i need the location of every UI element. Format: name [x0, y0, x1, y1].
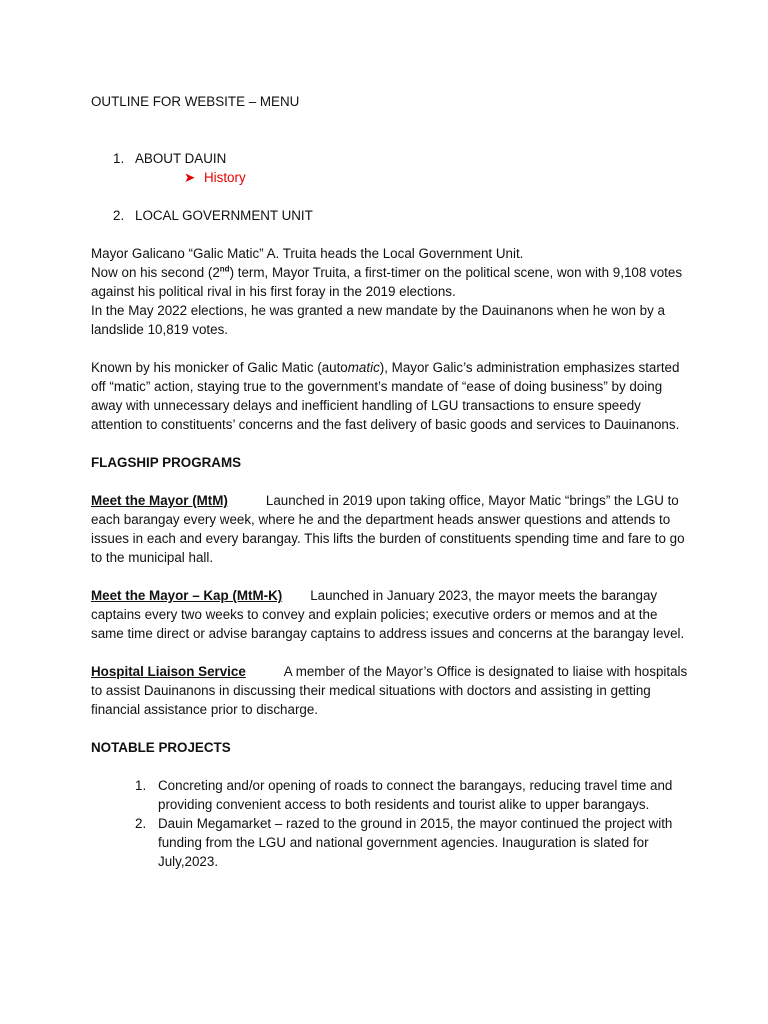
program-mtm-k	[91, 586, 691, 643]
menu-item-lgu	[91, 206, 691, 225]
program-text: Launched in 2019 upon taking office, Mayor Matic “brings” the LGU to each barangay every week, where he and the department heads answer questions and attends to issues in each and every barangay. This lifts the burden of constituents spending time and fare to go to the municipal hall.	[91, 493, 685, 565]
lgu-term-post: ) term, Mayor Truita, a first-timer on the political scene, won with 9,108 votes against his political rival in his first foray in the 2019 elections.	[91, 265, 683, 299]
submenu-item-history	[91, 168, 691, 187]
lgu-paragraph-2	[91, 358, 691, 434]
program-label: Meet the Mayor (MtM)	[91, 493, 228, 508]
project-text: Dauin Megamarket – razed to the ground in 2015, the mayor continued the project with funding from the LGU and national government agencies. Inauguration is slated for July,2023.	[158, 816, 673, 869]
document-page	[91, 92, 691, 871]
menu-item-number: 1.	[113, 151, 125, 166]
notable-heading: NOTABLE PROJECTS	[91, 740, 231, 755]
document-title: OUTLINE FOR WEBSITE – MENU	[91, 94, 300, 109]
project-number: 2.	[135, 816, 147, 831]
program-label: Hospital Liaison Service	[91, 664, 246, 679]
program-hospital-liaison	[91, 662, 691, 719]
project-item	[91, 776, 691, 814]
flagship-heading: FLAGSHIP PROGRAMS	[91, 455, 242, 470]
program-label: Meet the Mayor – Kap (MtM-K)	[91, 588, 283, 603]
submenu-item-label: History	[204, 170, 246, 185]
ordinal-superscript: nd	[219, 264, 230, 274]
program-text: A member of the Mayor’s Office is designated to liaise with hospitals to assist Dauinanons in discussing their medical situations with doctors and assisting in getting financial assistance prior to discharge.	[91, 664, 688, 717]
lgu-line-1: Mayor Galicano “Galic Matic” A. Truita heads the Local Government Unit.	[91, 246, 524, 261]
lgu-p2-italic: matic	[347, 360, 380, 375]
arrow-bullet-icon: ➤	[184, 170, 196, 185]
program-mtm	[91, 491, 691, 567]
lgu-term-pre: Now on his second (2	[91, 265, 220, 280]
project-number: 1.	[135, 778, 147, 793]
menu-item-label: ABOUT DAUIN	[135, 151, 227, 166]
project-item	[91, 814, 691, 871]
project-text: Concreting and/or opening of roads to connect the barangays, reducing travel time and providing convenient access to both residents and tourist alike to upper barangays.	[158, 778, 673, 812]
lgu-paragraph-1	[91, 244, 691, 339]
program-text: Launched in January 2023, the mayor meets the barangay captains every two weeks to convey and explain policies; executive orders or memos and at the same time direct or advise barangay captains to address issues and concerns at the barangay level.	[91, 588, 685, 641]
menu-item-label: LOCAL GOVERNMENT UNIT	[135, 208, 313, 223]
menu-item-about	[91, 149, 691, 168]
lgu-p2-post: ), Mayor Galic’s administration emphasizes started off “matic” action, staying true to the government’s mandate of “ease of doing business” by doing away with unnecessary delays and inefficient handling of LGU transactions to ensure speedy attention to constituents’ concerns and the fast delivery of basic goods and services to Dauinanons.	[91, 360, 680, 432]
lgu-election-2022: In the May 2022 elections, he was granted a new mandate by the Dauinanons when he won by a landslide 10,819 votes.	[91, 303, 665, 337]
lgu-p2-pre: Known by his monicker of Galic Matic (auto	[91, 360, 348, 375]
menu-item-number: 2.	[113, 208, 125, 223]
